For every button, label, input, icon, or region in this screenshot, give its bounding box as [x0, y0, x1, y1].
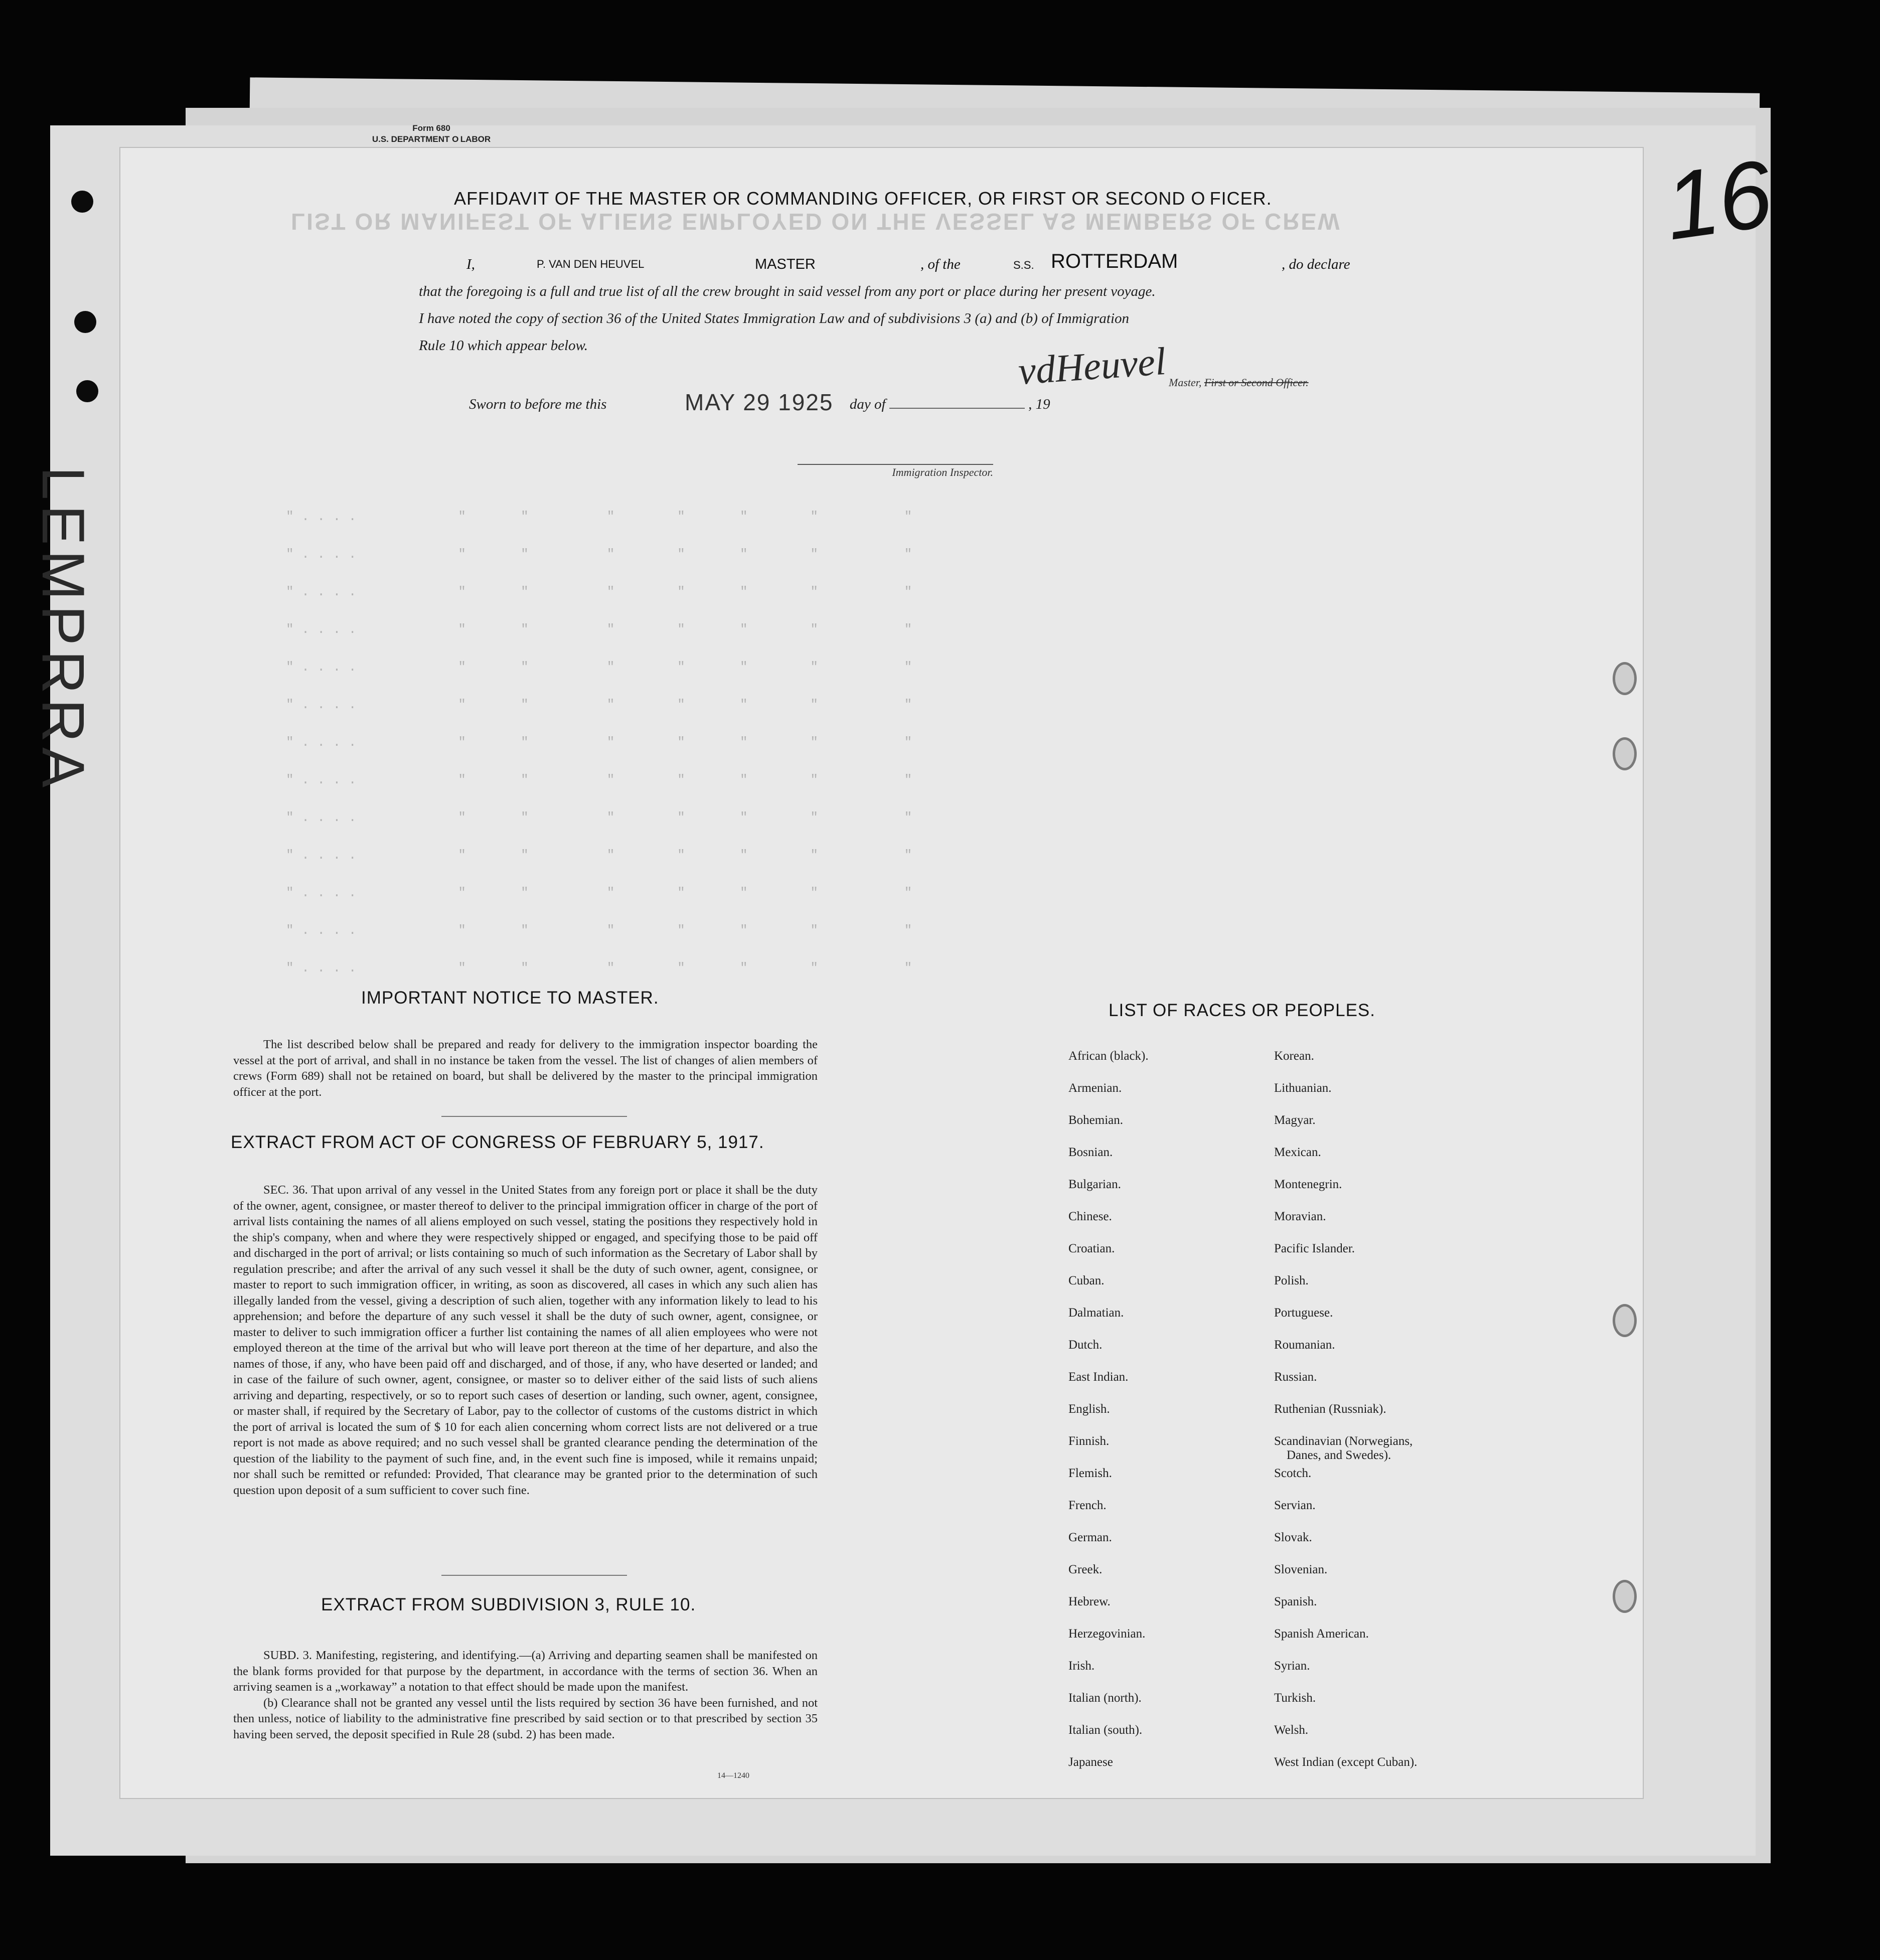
sheet-number: 16	[1658, 140, 1779, 260]
rule-paragraph-b: (b) Clearance shall not be granted any vessel until the lists required by section 36 have been furnished, and not then unless, notice of liability to the administrative fine prescribed by said section or to that prescribed by section 35 having been served, the deposit specified in Rule 28 (subd. 2) has been made.	[233, 1696, 818, 1741]
declaration-prefix: I,	[466, 256, 475, 272]
notice-paragraph: The list described below shall be prepared and ready for delivery to the immigration inspector boarding the vessel at the port of arrival, and shall in no instance be taken from the vessel. The list of changes of alien members of crews (Form 689) shall not be retained on board, but shall be delivered by the master to the principal immigration officer at the port.	[233, 1038, 818, 1099]
race-item: Moravian.	[1274, 1210, 1326, 1223]
race-item: Bohemian.	[1068, 1113, 1124, 1127]
races-left-column	[1068, 1049, 1149, 1787]
race-item: Roumanian.	[1274, 1338, 1335, 1352]
sworn-label: Sworn to before me this	[469, 396, 607, 412]
race-item: Turkish.	[1274, 1691, 1316, 1705]
races-right-column	[1274, 1049, 1417, 1787]
race-item: West Indian (except Cuban).	[1274, 1755, 1418, 1769]
section-36-paragraph: SEC. 36. That upon arrival of any vessel in the United States from any foreign port or place it shall be the duty of the owner, agent, consignee, or master thereof to deliver to the principal immigration officer in charge of the port of arrival lists containing the names of all aliens employed on such vessel, stating the positions they respectively hold in the ship's company, when and where they were respectively shipped or engaged, and specifying those to be paid off and discharged in the port of arrival; or lists containing so much of such information as the Secretary of Labor shall by regulation prescribe; and after the arrival of any such vessel it shall be the duty of such owner, agent, consignee, or master to report to such immigration officer, in writing, as soon as discovered, all cases in which any such alien has illegally landed from the vessel, giving a description of such alien, together with any information likely to lead to his apprehension; and before the departure of any such vessel it shall be the duty of such owner, agent, consignee, or master to deliver to such immigration officer a further list containing the names of all alien employees who were not employed thereon at the time of the arrival but who will leave port thereon at the time of her departure, and also the names of those, if any, who have been paid off and discharged, and of those, if any, who have deserted or landed; and in case of the failure of such owner, agent, consignee, or master so to deliver either of the said lists of such aliens arriving and departing, respectively, or so to report such cases of desertion or landing, such owner, agent, consignee, or master shall, if required by the Secretary of Labor, pay to the collector of customs of the customs district in which the port of arrival is located the sum of $ 10 for each alien concerning whom correct lists are not delivered or a true report is not made as above required; and no such vessel shall be granted clearance pending the determination of the question of the liability to the payment of such fine, and, in the event such fine is imposed, while it remains unpaid; nor shall such be remitted or refunded: Provided, That clearance may be granted prior to the determination of such question upon deposit of a sum sufficient to cover such fine.	[233, 1183, 818, 1497]
declaration-line-3: I have noted the copy of section 36 of the United States Immigration Law and of subdivisions 3 (a) and (b) of Immigration	[419, 310, 1130, 326]
of-the-label: , of the	[920, 256, 961, 272]
race-item: English.	[1068, 1402, 1110, 1416]
binder-ring	[1613, 662, 1637, 695]
race-item: Mexican.	[1274, 1146, 1321, 1159]
race-item: Portuguese.	[1274, 1306, 1333, 1320]
race-item: Scotch.	[1274, 1466, 1312, 1480]
bleed-through-title: LIST OR MANIFEST OF ALIENS EMPLOYED ON THE VESSEL AS MEMBERS OF CREW	[291, 209, 1341, 235]
master-rank: MASTER	[755, 256, 816, 272]
master-signature: vdHeuvel	[1017, 339, 1168, 393]
inspector-signature-line: Immigration Inspector.	[798, 464, 993, 479]
race-item: French.	[1068, 1499, 1107, 1512]
race-item: Montenegrin.	[1274, 1178, 1342, 1191]
sworn-date-stamp: MAY 29 1925	[685, 389, 834, 415]
race-item: Croatian.	[1068, 1242, 1115, 1255]
signature-caption	[1169, 376, 1309, 389]
race-item: Italian (south).	[1068, 1723, 1143, 1737]
binder-ring	[1613, 1304, 1637, 1337]
race-item: Dutch.	[1068, 1338, 1103, 1352]
form-number: Form 680	[412, 123, 450, 133]
race-item: Finnish.	[1068, 1434, 1110, 1448]
punch-hole	[76, 380, 98, 402]
race-item: Polish.	[1274, 1274, 1309, 1287]
race-item: Slovak.	[1274, 1531, 1312, 1544]
punch-hole	[74, 311, 96, 333]
race-item: Herzegovinian.	[1068, 1627, 1146, 1641]
rule-extract-text	[233, 1648, 818, 1742]
race-item: Slovenian.	[1274, 1563, 1328, 1576]
signature-caption-struck: First or Second Officer.	[1204, 376, 1309, 389]
binder-ring	[1613, 737, 1637, 770]
race-item: Russian.	[1274, 1370, 1317, 1384]
race-item: Italian (north).	[1068, 1691, 1142, 1705]
punch-hole	[71, 191, 93, 213]
race-item: Chinese.	[1068, 1210, 1112, 1223]
race-item: Spanish American.	[1274, 1627, 1369, 1641]
vessel-prefix: S.S.	[1013, 259, 1034, 271]
race-item: Korean.	[1274, 1049, 1314, 1063]
form-identifier	[346, 123, 517, 145]
binder-ring	[1613, 1580, 1637, 1613]
race-item: Bosnian.	[1068, 1146, 1113, 1159]
act-extract-text	[233, 1182, 818, 1498]
race-item: Armenian.	[1068, 1081, 1122, 1095]
races-title: LIST OF RACES OR PEOPLES.	[1109, 1001, 1376, 1020]
declaration-line-2: that the foregoing is a full and true list of all the crew brought in said vessel from any port or place during her present voyage.	[419, 283, 1156, 299]
race-item: Ruthenian (Russniak).	[1274, 1402, 1386, 1416]
form-footnote: 14—1240	[717, 1771, 749, 1780]
race-item: Flemish.	[1068, 1466, 1112, 1480]
department-name: U.S. DEPARTMENT O LABOR	[372, 134, 491, 144]
day-of-label: day of	[849, 396, 886, 412]
divider	[441, 1116, 627, 1117]
race-item: Servian.	[1274, 1499, 1316, 1512]
race-item: Dalmatian.	[1068, 1306, 1124, 1320]
race-item: Spanish.	[1274, 1595, 1317, 1608]
declaration-line-4: Rule 10 which appear below.	[419, 338, 588, 354]
race-item: Bulgarian.	[1068, 1178, 1121, 1191]
act-extract-title: EXTRACT FROM ACT OF CONGRESS OF FEBRUARY 5, 1917.	[231, 1132, 764, 1152]
race-item: Hebrew.	[1068, 1595, 1111, 1608]
affidavit-title: AFFIDAVIT OF THE MASTER OR COMMANDING OFFICER, OR FIRST OR SECOND O FICER.	[454, 188, 1272, 209]
notice-text	[233, 1037, 818, 1100]
rule-extract-title: EXTRACT FROM SUBDIVISION 3, RULE 10.	[321, 1595, 696, 1614]
race-item: African (black).	[1068, 1049, 1149, 1063]
divider	[441, 1575, 627, 1576]
race-item: Welsh.	[1274, 1723, 1309, 1737]
race-item: Japanese	[1068, 1755, 1113, 1769]
race-item: Greek.	[1068, 1563, 1103, 1576]
race-item: East Indian.	[1068, 1370, 1129, 1384]
do-declare-label: , do declare	[1282, 256, 1350, 272]
notice-title: IMPORTANT NOTICE TO MASTER.	[361, 988, 659, 1008]
rule-paragraph-a: SUBD. 3. Manifesting, registering, and identifying.—(a) Arriving and departing seamen shall be manifested on the blank forms provided for that purpose by the department, in accordance with the terms of section 36. When an arriving seamen is a „workaway” a notation to that effect should be made upon the manifest.	[233, 1649, 818, 1694]
race-item: German.	[1068, 1531, 1112, 1544]
race-item: Lithuanian.	[1274, 1081, 1332, 1095]
race-item: Magyar.	[1274, 1113, 1316, 1127]
vessel-name: ROTTERDAM	[1051, 250, 1178, 272]
signature-caption-master: Master,	[1169, 376, 1204, 389]
year-label: , 19	[1028, 396, 1050, 412]
master-name: P. VAN DEN HEUVEL	[537, 258, 645, 270]
race-item: Syrian.	[1274, 1659, 1310, 1673]
race-item: Cuban.	[1068, 1274, 1105, 1287]
race-item: Irish.	[1068, 1659, 1095, 1673]
vertical-stamp: LEMPRRA	[30, 466, 97, 793]
race-item: Pacific Islander.	[1274, 1242, 1355, 1255]
race-item: Scandinavian (Norwegians, Danes, and Swedes).	[1274, 1434, 1413, 1462]
